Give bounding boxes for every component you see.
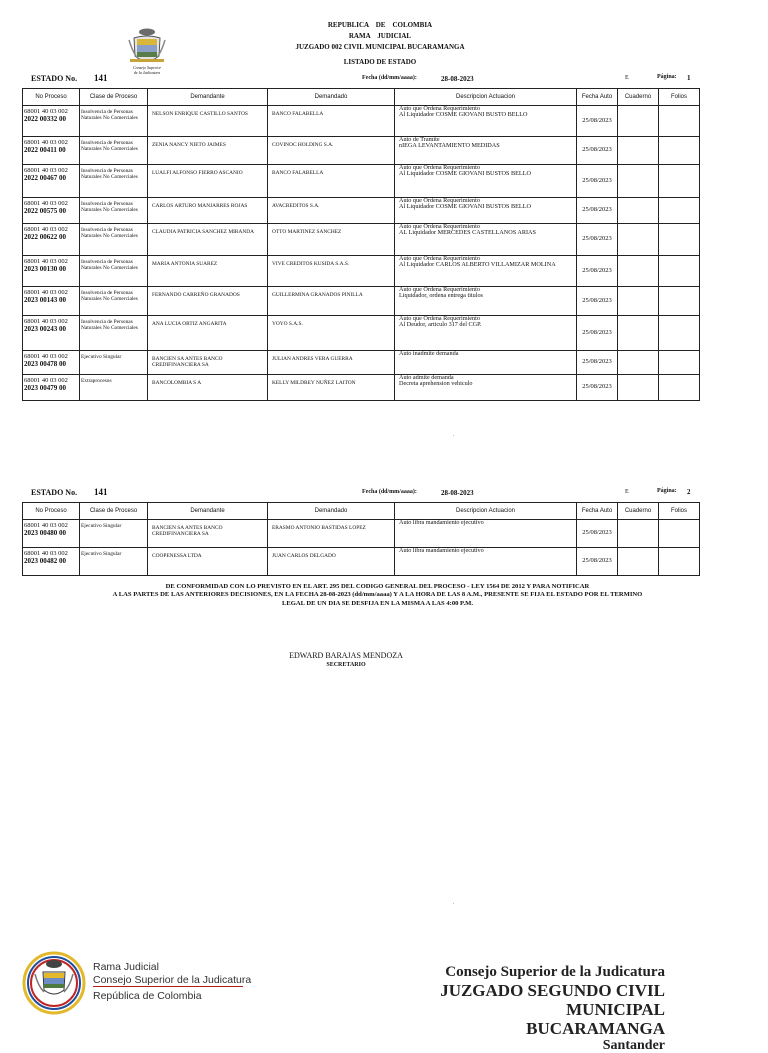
cell-fecha-auto: 25/08/2023 [577, 351, 618, 375]
col-header-descripcion: Descripcion Actuacion [395, 89, 577, 106]
table-row [23, 520, 700, 548]
cell-fecha-auto: 25/08/2023 [577, 316, 618, 351]
table-row [23, 106, 700, 137]
cell-clase-proceso: Insolvencia de Personas Naturales No Comerciales [80, 287, 148, 316]
proceso-number: 2022 00622 00 [24, 233, 66, 241]
col-header-demandado: Demandado [268, 503, 395, 520]
cell-cuaderno [618, 548, 659, 576]
estado-number: 141 [94, 73, 108, 83]
proceso-number: 2022 00411 00 [24, 146, 66, 154]
cell-fecha-auto: 25/08/2023 [577, 256, 618, 287]
actuacion-title: Auto que Ordena Requerimiento [399, 197, 480, 204]
actuacion-title: Auto de Tramite [399, 136, 440, 143]
cell-clase-proceso: Insolvencia de Personas Naturales No Comerciales [80, 165, 148, 198]
legal-notice-line: A LAS PARTES DE LAS ANTERIORES DECISIONES, EN LA FECHA 28-08-2023 (dd/mm/aaaa) Y A LA HORA DE LAS 8 A.M., PRESENTE SE FIJA EL ESTADO POR EL TERMINO [112, 591, 643, 599]
col-header-fecha-auto: Fecha Auto [577, 89, 618, 106]
table-header-row [23, 503, 700, 520]
coat-of-arms-icon [22, 950, 86, 1016]
footer-consejo: Consejo Superior de la Judicatura [93, 973, 252, 986]
proceso-code: 68001 40 03 002 [24, 318, 68, 325]
proceso-number: 2022 00332 00 [24, 115, 66, 123]
table-row [23, 165, 700, 198]
cell-cuaderno [618, 198, 659, 224]
estado-table-page-1 [22, 88, 700, 401]
estado-label: ESTADO No. [31, 488, 78, 497]
cell-demandante: BANCIEN SA ANTES BANCO CREDIFINANCIERA SA [148, 520, 268, 548]
table-row [23, 287, 700, 316]
legal-notice-line: LEGAL DE UN DIA SE DESFIJA EN LA MISMA A LAS 4:00 P.M. [281, 599, 473, 607]
scan-speck [453, 903, 454, 904]
cell-folios [659, 198, 700, 224]
cell-no-proceso [23, 351, 80, 375]
footer-rama: Rama Judicial [93, 961, 159, 973]
cell-cuaderno [618, 520, 659, 548]
estado-table-page-2 [22, 502, 700, 576]
stamp-consejo: Consejo Superior de la Judicatura [445, 964, 665, 980]
pagina-number: 2 [687, 488, 691, 496]
pagina-label: Página: [657, 74, 677, 80]
stamp-juzgado: JUZGADO SEGUNDO CIVIL MUNICIPAL [440, 981, 665, 1019]
signatory-name: EDWARD BARAJAS MENDOZA [289, 651, 403, 660]
cell-fecha-auto: 25/08/2023 [577, 165, 618, 198]
proceso-code: 68001 40 03 002 [24, 200, 68, 207]
cell-no-proceso [23, 548, 80, 576]
cell-clase-proceso: Insolvencia de Personas Naturales No Comerciales [80, 316, 148, 351]
proceso-number: 2023 00143 00 [24, 296, 66, 304]
document-header [250, 20, 510, 68]
actuacion-title: Auto libra mandamiento ejecutivo [399, 547, 484, 554]
proceso-number: 2023 00479 00 [24, 384, 66, 392]
cell-no-proceso [23, 287, 80, 316]
cell-no-proceso [23, 316, 80, 351]
e-marker: E [625, 489, 629, 495]
cell-demandado: AVACREDITOS S.A. [268, 198, 395, 224]
cell-descripcion [395, 287, 577, 316]
header-court: JUZGADO 002 CIVIL MUNICIPAL BUCARAMANGA [295, 43, 465, 51]
proceso-code: 68001 40 03 002 [24, 353, 68, 360]
actuacion-detail: Al Liquidador COSME GIOVANI BUSTOS BELLO [399, 203, 531, 211]
cell-no-proceso [23, 165, 80, 198]
cell-cuaderno [618, 351, 659, 375]
actuacion-title: Auto que Ordena Requerimiento [399, 164, 480, 171]
col-header-demandado: Demandado [268, 89, 395, 106]
cell-folios [659, 106, 700, 137]
cell-demandado: JUAN CARLOS DELGADO [268, 548, 395, 576]
col-header-no-proceso: No Proceso [23, 503, 80, 520]
cell-no-proceso [23, 198, 80, 224]
cell-cuaderno [618, 137, 659, 165]
cell-demandado: BANCO FALABELLA [268, 106, 395, 137]
cell-descripcion [395, 224, 577, 256]
cell-no-proceso [23, 224, 80, 256]
header-country: REPUBLICA DE COLOMBIA [327, 21, 433, 29]
estado-info-page-1 [0, 69, 768, 84]
cell-clase-proceso: Insolvencia de Personas Naturales No Comerciales [80, 256, 148, 287]
signatory-role: SECRETARIO [326, 662, 366, 668]
seal-caption-line: Consejo Superior [132, 65, 162, 70]
cell-descripcion [395, 165, 577, 198]
cell-folios [659, 520, 700, 548]
cell-no-proceso [23, 375, 80, 401]
actuacion-title: Auto que Ordena Requerimiento [399, 315, 480, 322]
actuacion-title: Auto que Ordena Requerimiento [399, 105, 480, 112]
actuacion-title: Auto admite demanda [399, 374, 454, 381]
col-header-clase: Clase de Proceso [80, 89, 148, 106]
actuacion-detail: AL Liquidador MERCEDES CASTELLANOS ARIAS [399, 229, 536, 237]
table-row [23, 224, 700, 256]
actuacion-detail: Liquidador, ordena entrega titulos [399, 292, 483, 300]
actuacion-title: Auto libra mandamiento ejecutivo [399, 519, 484, 526]
cell-folios [659, 375, 700, 401]
cell-demandante: COOPENESSA LTDA [148, 548, 268, 576]
table-row [23, 548, 700, 576]
cell-descripcion [395, 375, 577, 401]
proceso-code: 68001 40 03 002 [24, 139, 68, 146]
cell-folios [659, 351, 700, 375]
cell-no-proceso [23, 137, 80, 165]
proceso-code: 68001 40 03 002 [24, 258, 68, 265]
pagina-number: 1 [687, 74, 691, 82]
cell-descripcion [395, 548, 577, 576]
scan-speck [453, 435, 454, 436]
cell-demandante: MARIA ANTONIA SUAREZ [148, 256, 268, 287]
proceso-code: 68001 40 03 002 [24, 550, 68, 557]
cell-demandado: OTTO MARTINEZ SANCHEZ [268, 224, 395, 256]
cell-descripcion [395, 137, 577, 165]
footer-divider [93, 986, 243, 987]
actuacion-title: Auto inadmite demanda [399, 350, 459, 357]
cell-demandado: COVINOC HOLDING S.A. [268, 137, 395, 165]
actuacion-detail: Al Liquidador COSME GIOVANI BUSTO BELLO [399, 111, 528, 119]
cell-clase-proceso: Insolvencia de Personas Naturales No Comerciales [80, 106, 148, 137]
col-header-fecha-auto: Fecha Auto [577, 503, 618, 520]
col-header-folios: Folios [659, 89, 700, 106]
table-row [23, 137, 700, 165]
cell-demandado: ERASMO ANTONIO BASTIDAS LOPEZ [268, 520, 395, 548]
legal-notice [30, 583, 725, 608]
cell-demandante: CARLOS ARTURO MANJARRES ROJAS [148, 198, 268, 224]
cell-clase-proceso: Ejecutivo Singular [80, 520, 148, 548]
legal-notice-line: DE CONFORMIDAD CON LO PREVISTO EN EL ART. 295 DEL CODIGO GENERAL DEL PROCESO - LEY 1564 DE 2012 Y PARA NOTIFICAR [165, 583, 590, 590]
cell-demandante: ANA LUCIA ORTIZ ANGARITA [148, 316, 268, 351]
actuacion-title: Auto que Ordena Requerimiento [399, 286, 480, 293]
cell-cuaderno [618, 316, 659, 351]
table-row [23, 375, 700, 401]
cell-fecha-auto: 25/08/2023 [577, 224, 618, 256]
cell-demandado: YOYO S.A.S. [268, 316, 395, 351]
proceso-code: 68001 40 03 002 [24, 377, 68, 384]
cell-descripcion [395, 106, 577, 137]
col-header-cuaderno: Cuaderno [618, 503, 659, 520]
cell-fecha-auto: 25/08/2023 [577, 106, 618, 137]
cell-demandante: BANCOLOMBIA S A [148, 375, 268, 401]
actuacion-title: Auto que Ordena Requerimiento [399, 223, 480, 230]
cell-demandado: JULIAN ANDRES VERA GUERRA [268, 351, 395, 375]
stamp-department: Santander [602, 1038, 665, 1053]
cell-cuaderno [618, 106, 659, 137]
cell-folios [659, 165, 700, 198]
cell-clase-proceso: Ejecutivo Singular [80, 548, 148, 576]
actuacion-detail: Decreta aprehension vehiculo [399, 380, 473, 388]
actuacion-detail: nIEGA LEVANTAMIENTO MEDIDAS [399, 142, 500, 150]
col-header-cuaderno: Cuaderno [618, 89, 659, 106]
proceso-number: 2023 00478 00 [24, 360, 66, 368]
cell-clase-proceso: Ejecutivo Singular [80, 351, 148, 375]
actuacion-detail: Al Liquidador COSME GIOVANI BUSTOS BELLO [399, 170, 531, 178]
cell-folios [659, 256, 700, 287]
header-title: LISTADO DE ESTADO [343, 58, 417, 66]
cell-fecha-auto: 25/08/2023 [577, 287, 618, 316]
table-row [23, 351, 700, 375]
proceso-number: 2023 00482 00 [24, 557, 66, 565]
fecha-value: 28-08-2023 [441, 489, 474, 497]
actuacion-title: Auto que Ordena Requerimiento [399, 255, 480, 262]
cell-clase-proceso: Insolvencia de Personas Naturales No Comerciales [80, 137, 148, 165]
cell-demandado: VIVE CREDITOS KUSIDA S.A.S. [268, 256, 395, 287]
cell-clase-proceso: Insolvencia de Personas Naturales No Comerciales [80, 224, 148, 256]
cell-demandado: KELLY MILDREY NUÑEZ LAITON [268, 375, 395, 401]
e-marker: E [625, 75, 629, 81]
table-header-row [23, 89, 700, 106]
col-header-descripcion: Descripcion Actuacion [395, 503, 577, 520]
proceso-code: 68001 40 03 002 [24, 167, 68, 174]
cell-fecha-auto: 25/08/2023 [577, 137, 618, 165]
proceso-number: 2023 00130 00 [24, 265, 66, 273]
footer-institution [93, 961, 251, 1003]
col-header-folios: Folios [659, 503, 700, 520]
cell-descripcion [395, 256, 577, 287]
actuacion-detail: Al Deudor, articulo 317 del CGP. [399, 321, 482, 329]
cell-cuaderno [618, 165, 659, 198]
cell-folios [659, 548, 700, 576]
stamp-city: BUCARAMANGA [526, 1019, 665, 1038]
cell-demandante: BANCIEN SA ANTES BANCO CREDIFINANCIERA SA [148, 351, 268, 375]
cell-demandante: CLAUDIA PATRICIA SANCHEZ MIRANDA [148, 224, 268, 256]
proceso-number: 2023 00480 00 [24, 529, 66, 537]
cell-descripcion [395, 316, 577, 351]
cell-folios [659, 224, 700, 256]
cell-fecha-auto: 25/08/2023 [577, 520, 618, 548]
cell-folios [659, 316, 700, 351]
proceso-number: 2022 00467 00 [24, 174, 66, 182]
cell-no-proceso [23, 520, 80, 548]
cell-cuaderno [618, 287, 659, 316]
proceso-code: 68001 40 03 002 [24, 289, 68, 296]
table-row [23, 198, 700, 224]
cell-cuaderno [618, 375, 659, 401]
cell-no-proceso [23, 106, 80, 137]
cell-fecha-auto: 25/08/2023 [577, 198, 618, 224]
cell-no-proceso [23, 256, 80, 287]
proceso-code: 68001 40 03 002 [24, 108, 68, 115]
fecha-label: Fecha (dd/mm/aaaa): [362, 489, 417, 495]
fecha-label: Fecha (dd/mm/aaaa): [362, 75, 417, 81]
cell-cuaderno [618, 256, 659, 287]
proceso-number: 2022 00575 00 [24, 207, 66, 215]
cell-demandante: NELSON ENRIQUE CASTILLO SANTOS [148, 106, 268, 137]
proceso-number: 2023 00243 00 [24, 325, 66, 333]
cell-clase-proceso: Insolvencia de Personas Naturales No Comerciales [80, 198, 148, 224]
cell-demandado: GUILLERMINA GRANADOS PINILLA [268, 287, 395, 316]
cell-descripcion [395, 198, 577, 224]
cell-demandante: FERNANDO CARREÑO GRANADOS [148, 287, 268, 316]
cell-descripcion [395, 351, 577, 375]
col-header-demandante: Demandante [148, 503, 268, 520]
fecha-value: 28-08-2023 [441, 75, 474, 83]
actuacion-detail: Al Liquidador CARLOS ALBERTO VILLAMIZAR MOLINA [399, 261, 556, 269]
col-header-demandante: Demandante [148, 89, 268, 106]
col-header-clase: Clase de Proceso [80, 503, 148, 520]
proceso-code: 68001 40 03 002 [24, 522, 68, 529]
cell-clase-proceso: Extraprocesos [80, 375, 148, 401]
footer-republica: República de Colombia [93, 990, 202, 1002]
seal-caption-line: de la Judicatura [133, 69, 161, 75]
table-row [23, 256, 700, 287]
pagina-label: Página: [657, 488, 677, 494]
cell-demandado: BANCO FALABELLA [268, 165, 395, 198]
cell-cuaderno [618, 224, 659, 256]
cell-demandante: ZENIA NANCY NIETO JAIMES [148, 137, 268, 165]
header-branch: RAMA JUDICIAL [348, 32, 412, 40]
proceso-code: 68001 40 03 002 [24, 226, 68, 233]
cell-descripcion [395, 520, 577, 548]
cell-fecha-auto: 25/08/2023 [577, 375, 618, 401]
cell-demandante: LUALFI ALFONSO FIERRO ASCANIO [148, 165, 268, 198]
cell-folios [659, 137, 700, 165]
cell-fecha-auto: 25/08/2023 [577, 548, 618, 576]
col-header-no-proceso: No Proceso [23, 89, 80, 106]
estado-info-page-2 [0, 486, 768, 498]
table-row [23, 316, 700, 351]
estado-number: 141 [94, 487, 108, 497]
court-stamp [365, 964, 665, 1053]
cell-folios [659, 287, 700, 316]
estado-label: ESTADO No. [31, 74, 78, 83]
